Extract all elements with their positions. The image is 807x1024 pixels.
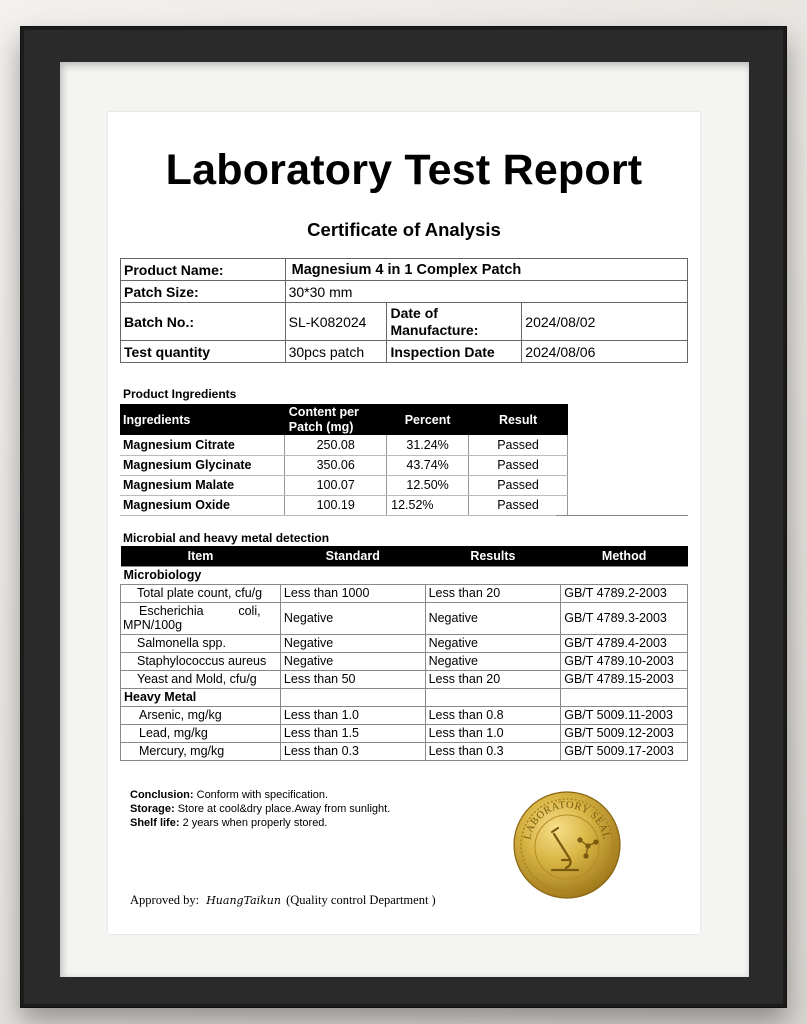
product-name-label: Product Name:: [121, 259, 286, 281]
heavy-metal-label: Heavy Metal: [121, 688, 281, 706]
ingredient-percent: 12.52%: [387, 495, 469, 515]
test-method: GB/T 4789.10-2003: [561, 652, 688, 670]
ingredient-name: Magnesium Malate: [120, 475, 285, 495]
table-row: [120, 495, 568, 515]
ingredient-result: Passed: [469, 435, 568, 455]
ingredient-content: 100.07: [285, 475, 387, 495]
patch-size-value: 30*30 mm: [285, 281, 687, 303]
table-row: [120, 435, 568, 455]
test-method: GB/T 4789.4-2003: [561, 634, 688, 652]
detection-table: [120, 546, 688, 761]
test-item: Lead, mg/kg: [121, 724, 281, 742]
col-header-standard: Standard: [280, 546, 425, 566]
ingredient-percent: 43.74%: [387, 455, 469, 475]
microbiology-label: Microbiology: [121, 566, 688, 584]
content-header-line1: Content per: [288, 404, 359, 419]
ingredient-content: 350.06: [285, 455, 387, 475]
test-result: Negative: [425, 602, 561, 634]
category-row: [121, 688, 688, 706]
ingredients-table: [120, 404, 568, 516]
department: (Quality control Department ): [286, 893, 436, 907]
storage-line: [130, 803, 390, 815]
test-method: GB/T 4789.3-2003: [561, 602, 688, 634]
product-info-table: [120, 258, 688, 363]
storage-value: Store at cool&dry place.Away from sunlight.: [177, 803, 391, 815]
test-quantity-label: Test quantity: [121, 341, 286, 363]
col-header-results: Results: [425, 546, 561, 566]
conclusion-label: Conclusion:: [130, 789, 194, 801]
ingredient-percent: 31.24%: [387, 435, 469, 455]
table-row: [121, 584, 688, 602]
table-row: [120, 475, 568, 495]
col-header-content: [285, 404, 387, 435]
test-result: Less than 20: [425, 670, 561, 688]
col-header-method: Method: [561, 546, 688, 566]
info-row: [121, 281, 688, 303]
ingredient-name: Magnesium Citrate: [120, 435, 285, 455]
info-row: [121, 303, 688, 341]
test-standard: Negative: [280, 634, 425, 652]
ingredient-result: Passed: [469, 455, 568, 475]
table-row: [121, 670, 688, 688]
test-item: Staphylococcus aureus: [121, 652, 281, 670]
seal-text: LABORATORY SEAL: [522, 799, 612, 841]
test-method: GB/T 5009.12-2003: [561, 724, 688, 742]
test-result: Less than 1.0: [425, 724, 561, 742]
col-header-percent: Percent: [387, 404, 469, 435]
test-method: GB/T 4789.2-2003: [561, 584, 688, 602]
test-standard: Less than 1000: [280, 584, 425, 602]
mfg-label-line1: Date of: [390, 304, 438, 321]
shelf-life-value: 2 years when properly stored.: [182, 817, 328, 829]
ingredients-rule: [556, 515, 688, 516]
col-header-ingredients: Ingredients: [120, 404, 285, 435]
laboratory-seal: [512, 790, 622, 900]
shelf-life-line: [130, 817, 328, 829]
report-title: Laboratory Test Report: [165, 146, 643, 194]
signature: HuangTaikun: [206, 894, 281, 907]
test-result: Negative: [425, 634, 561, 652]
batch-label: Batch No.:: [121, 303, 286, 341]
test-item: Mercury, mg/kg: [121, 742, 281, 760]
empty-cell: [561, 688, 688, 706]
table-row: [120, 455, 568, 475]
category-row: [121, 566, 688, 584]
ingredient-result: Passed: [469, 495, 568, 515]
ingredient-name: Magnesium Glycinate: [120, 455, 285, 475]
ingredient-content: 250.08: [285, 435, 387, 455]
table-row: [121, 706, 688, 724]
test-standard: Negative: [280, 652, 425, 670]
test-item: Salmonella spp.: [121, 634, 281, 652]
test-method: GB/T 5009.11-2003: [561, 706, 688, 724]
ingredients-header-row: [120, 404, 568, 435]
ingredient-content: 100.19: [285, 495, 387, 515]
test-standard: Less than 50: [280, 670, 425, 688]
conclusion-value: Conform with specification.: [196, 789, 329, 801]
ingredient-percent: 12.50%: [387, 475, 469, 495]
test-item: Arsenic, mg/kg: [121, 706, 281, 724]
product-name-value: Magnesium 4 in 1 Complex Patch: [285, 259, 687, 281]
mfg-date-label: [387, 303, 522, 341]
table-row: [121, 602, 688, 634]
ingredient-name: Magnesium Oxide: [120, 495, 285, 515]
test-standard: Less than 1.0: [280, 706, 425, 724]
test-standard: Less than 1.5: [280, 724, 425, 742]
test-item: Yeast and Mold, cfu/g: [121, 670, 281, 688]
storage-label: Storage:: [130, 803, 175, 815]
shelf-life-label: Shelf life:: [130, 817, 180, 829]
test-result: Less than 20: [425, 584, 561, 602]
detection-header-row: [121, 546, 688, 566]
inspection-date-label: Inspection Date: [387, 341, 522, 363]
empty-cell: [280, 688, 425, 706]
empty-cell: [425, 688, 561, 706]
col-header-item: Item: [121, 546, 281, 566]
detection-section-label: Microbial and heavy metal detection: [123, 531, 330, 545]
conclusion-line: [130, 789, 328, 801]
test-standard: Less than 0.3: [280, 742, 425, 760]
test-item: [121, 602, 281, 634]
test-standard: Negative: [280, 602, 425, 634]
table-row: [121, 724, 688, 742]
mfg-date-value: 2024/08/02: [522, 303, 688, 341]
info-row: [121, 341, 688, 363]
test-quantity-value: 30pcs patch: [285, 341, 387, 363]
approved-by-label: Approved by:: [130, 893, 200, 907]
report-document: [108, 112, 700, 934]
content-header-line2: Patch (mg): [288, 419, 354, 434]
test-result: Less than 0.3: [425, 742, 561, 760]
col-header-result: Result: [469, 404, 568, 435]
ingredient-result: Passed: [469, 475, 568, 495]
ingredients-section-label: Product Ingredients: [123, 387, 237, 401]
patch-size-label: Patch Size:: [121, 281, 286, 303]
test-method: GB/T 4789.15-2003: [561, 670, 688, 688]
test-result: Negative: [425, 652, 561, 670]
report-subtitle: Certificate of Analysis: [307, 219, 501, 240]
info-row: [121, 259, 688, 281]
mfg-label-line2: Manufacture:: [390, 321, 479, 338]
inspection-date-value: 2024/08/06: [522, 341, 688, 363]
test-item: Total plate count, cfu/g: [121, 584, 281, 602]
batch-value: SL-K082024: [285, 303, 387, 341]
table-row: [121, 652, 688, 670]
test-method: GB/T 5009.17-2003: [561, 742, 688, 760]
test-item-line1: Escherichia coli,: [139, 604, 261, 618]
approval-line: [130, 893, 436, 908]
table-row: [121, 634, 688, 652]
table-row: [121, 742, 688, 760]
test-result: Less than 0.8: [425, 706, 561, 724]
test-item-line2: MPN/100g: [123, 618, 183, 632]
